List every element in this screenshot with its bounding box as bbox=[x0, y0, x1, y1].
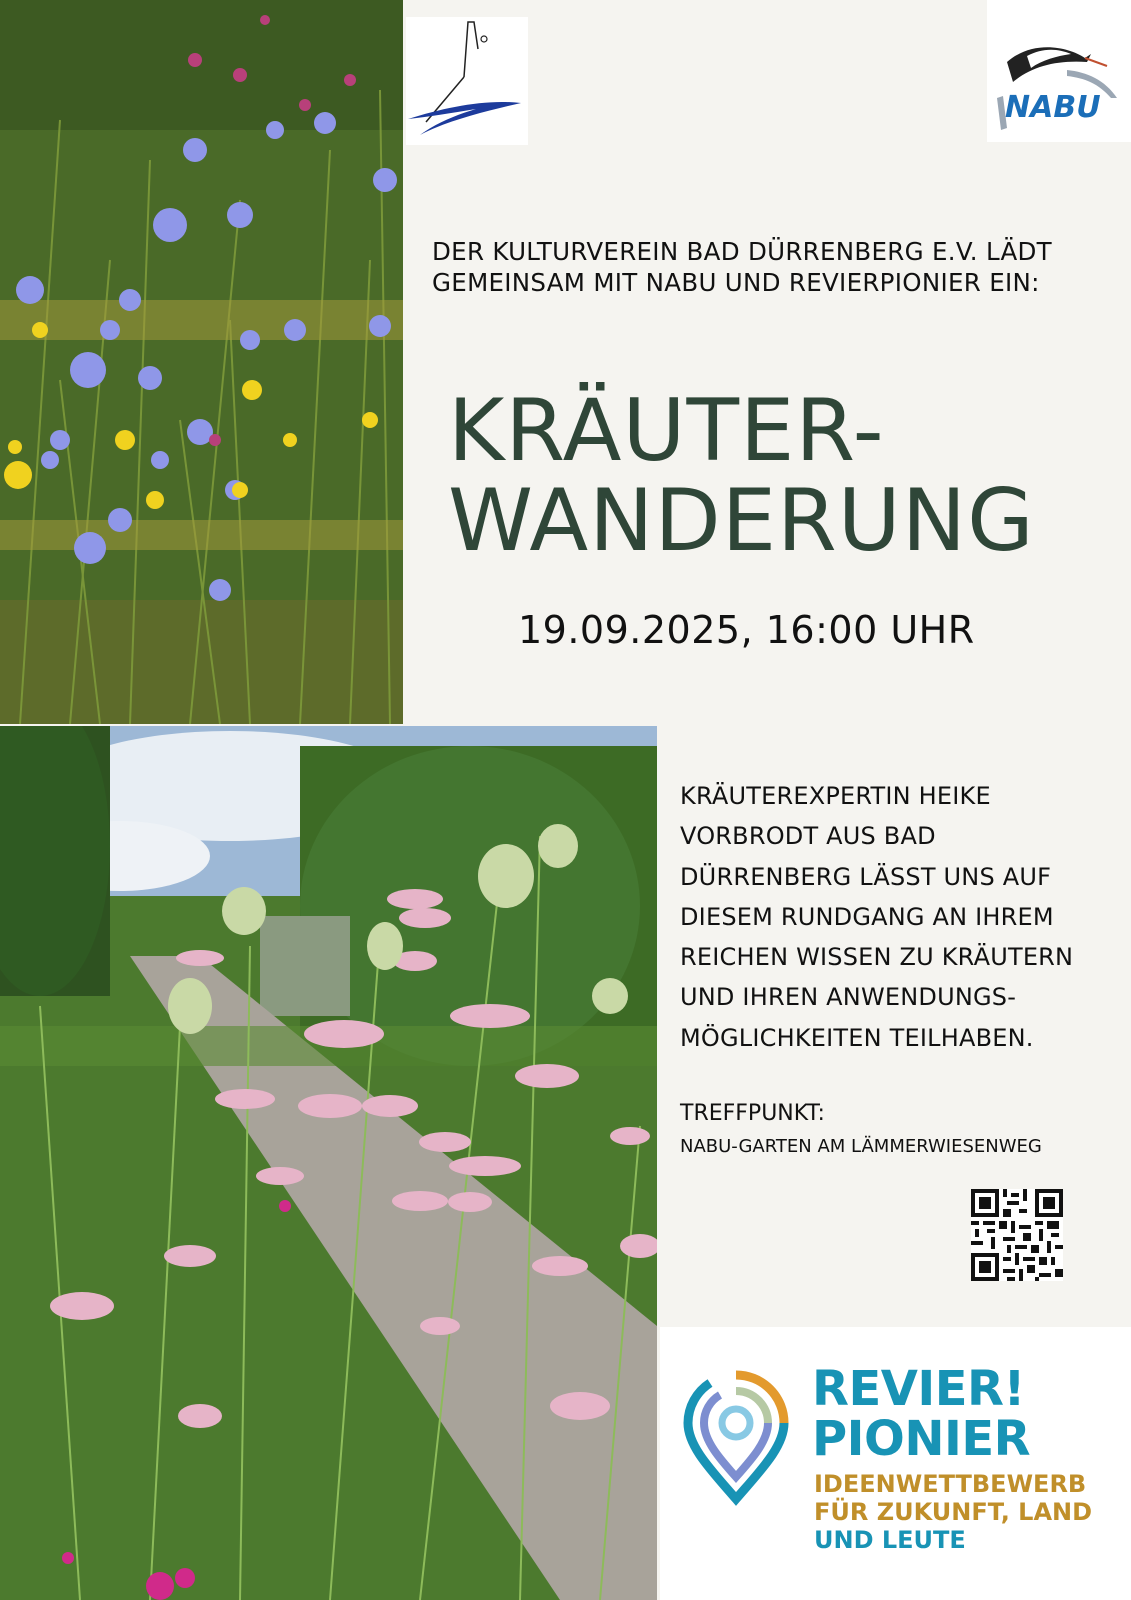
event-description bbox=[680, 776, 1073, 1058]
description-line: MÖGLICHKEITEN TEILHABEN. bbox=[680, 1023, 1034, 1052]
title-line-2: WANDERUNG bbox=[448, 471, 1035, 571]
description-line: REICHEN WISSEN ZU KRÄUTERN bbox=[680, 943, 1074, 972]
event-datetime: 19.09.2025, 16:00 UHR bbox=[518, 608, 975, 652]
nabu-logo bbox=[987, 0, 1131, 142]
qr-code[interactable] bbox=[971, 1189, 1063, 1281]
kulturverein-logo bbox=[406, 17, 528, 145]
description-line: VORBRODT AUS BAD bbox=[680, 822, 936, 851]
riverside-path-photo bbox=[0, 726, 657, 1600]
revierpionier-logo bbox=[660, 1327, 1131, 1600]
description-line: DIESEM RUNDGANG AN IHREM bbox=[680, 902, 1054, 931]
meeting-point-place: NABU-GARTEN AM LÄMMERWIESENWEG bbox=[680, 1136, 1042, 1157]
description-line: UND IHREN ANWENDUNGS- bbox=[680, 983, 1017, 1012]
revier-tagline-1: IDEENWETTBEWERB bbox=[814, 1470, 1087, 1498]
location-pin-icon bbox=[680, 1367, 792, 1507]
revier-tagline-2: FÜR ZUKUNFT, LAND bbox=[814, 1498, 1093, 1526]
intro-line-2: GEMEINSAM MIT NABU UND REVIERPIONIER EIN: bbox=[432, 268, 1040, 297]
chicory-meadow-photo bbox=[0, 0, 403, 724]
description-line: DÜRRENBERG LÄSST UNS AUF bbox=[680, 862, 1052, 891]
event-title bbox=[448, 381, 1035, 571]
pionier-wordmark: PIONIER bbox=[812, 1411, 1031, 1467]
description-line: KRÄUTEREXPERTIN HEIKE bbox=[680, 782, 991, 810]
nabu-wordmark: NABU bbox=[1005, 90, 1101, 125]
intro-text bbox=[432, 236, 1112, 298]
revier-wordmark: REVIER! bbox=[812, 1361, 1025, 1417]
meeting-point-label: TREFFPUNKT: bbox=[680, 1101, 825, 1126]
title-line-1: KRÄUTER- bbox=[448, 381, 885, 481]
revier-tagline-3: UND LEUTE bbox=[814, 1526, 966, 1554]
intro-line-1: DER KULTURVEREIN BAD DÜRRENBERG E.V. LÄDT bbox=[432, 237, 1052, 266]
